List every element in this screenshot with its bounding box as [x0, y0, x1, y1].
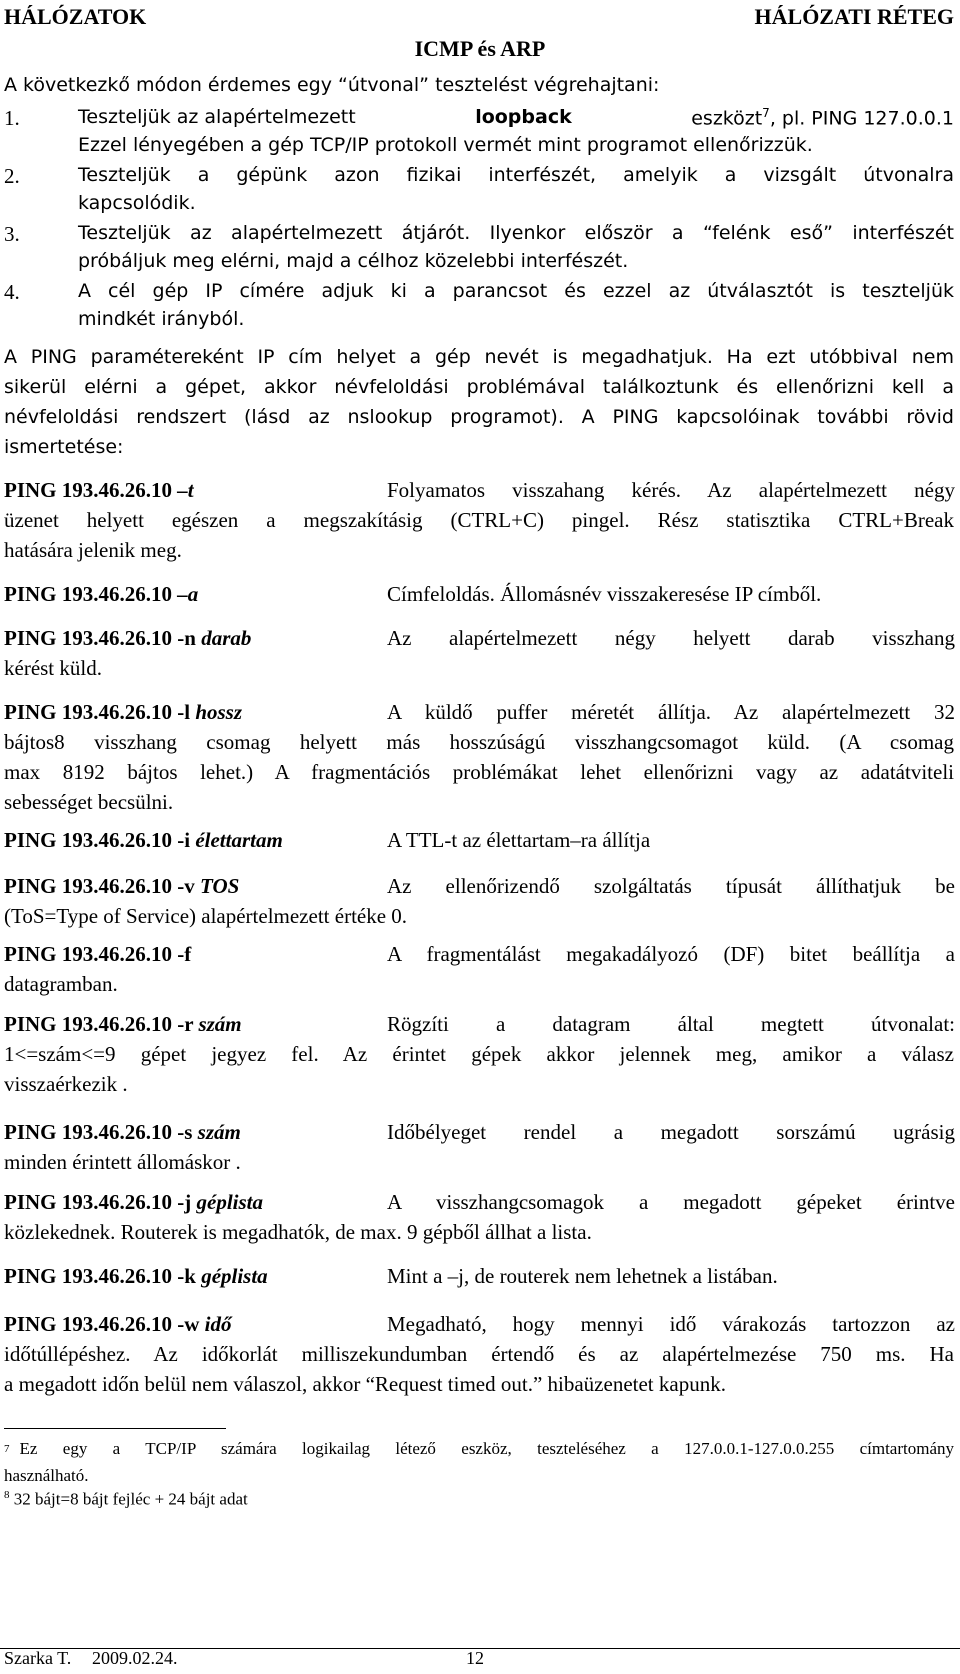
option-command: PING 193.46.26.10 -s szám	[4, 1120, 241, 1144]
option-description: Folyamatos visszahang kérés. Az alapértelmezett négy	[387, 478, 955, 502]
step-3-number: 3.	[4, 222, 20, 246]
option-description-cont: a megadott időn belül nem válaszol, akkor “Request timed out.” hibaüzenetet kapunk.	[4, 1372, 726, 1396]
option-command: PING 193.46.26.10 –a	[4, 582, 199, 606]
option-command: PING 193.46.26.10 –t	[4, 478, 194, 502]
option-command: PING 193.46.26.10 -k géplista	[4, 1264, 268, 1288]
step-2-number: 2.	[4, 164, 20, 188]
option-description: A TTL-t az élettartam–ra állítja	[387, 828, 651, 852]
intro-text: A következkő módon érdemes egy “útvonal” tesztelést végrehajtani:	[4, 74, 660, 96]
option-description-cont: 1<=szám<=9 gépet jegyez fel. Az érintet gépek akkor jelennek meg, amikor a válasz	[4, 1042, 954, 1066]
option-description: Mint a –j, de routerek nem lehetnek a listában.	[387, 1264, 778, 1288]
step-1-text-a: Teszteljük az alapértelmezett	[78, 106, 356, 128]
option-description-cont: üzenet helyett egészen a megszakításig (CTRL+C) pingel. Rész statisztika CTRL+Break	[4, 508, 954, 532]
paragraph-line-3: névfeloldási rendszert (lásd az nslookup programot). A PING kapcsolóinak további rövid	[4, 406, 954, 428]
option-command: PING 193.46.26.10 -n darab	[4, 626, 252, 650]
step-2-line-2: kapcsolódik.	[78, 192, 196, 214]
footnote-8: $^8$ 32 bájt=8 bájt fejléc + 24 bájt adat	[4, 1489, 248, 1509]
header-center: ICMP és ARP	[414, 36, 546, 61]
option-description: Időbélyeget rendel a megadott sorszámú ugrásig	[387, 1120, 955, 1144]
footnote-7-text: Ez egy a TCP/IP számára logikailag létező eszköz, teszteléséhez a 127.0.0.1-127.0.0.255 címtartomány	[19, 1439, 954, 1458]
footnote-7-cont: használható.	[4, 1465, 89, 1485]
option-description-cont: max 8192 bájtos lehet.) A fragmentációs problémákat lehet ellenőrizni vagy az adatátviteli	[4, 760, 954, 784]
header-right: HÁLÓZATI RÉTEG	[754, 4, 954, 29]
footer-page: 12	[466, 1648, 484, 1668]
option-description-cont: sebességet becsülni.	[4, 790, 174, 814]
option-description: Az ellenőrizendő szolgáltatás típusát állíthatjuk be	[387, 874, 955, 898]
option-description-cont: visszaérkezik .	[4, 1072, 128, 1096]
step-1-line-2: Ezzel lényegében a gép TCP/IP protokoll vermét mint programot ellenőrizzük.	[78, 134, 813, 156]
option-command: PING 193.46.26.10 -i élettartam	[4, 828, 283, 852]
step-1-text-b: eszközt$^7$, pl. PING 127.0.0.1	[691, 106, 954, 130]
paragraph-line-2: sikerül elérni a gépet, akkor névfeloldási problémával találkoztunk és ellenőrizni kell a	[4, 376, 954, 398]
option-description: Az alapértelmezett négy helyett darab visszhang	[387, 626, 955, 650]
option-description: A fragmentálást megakadályozó (DF) bitet beállítja a	[387, 942, 955, 966]
option-description-cont: kérést küld.	[4, 656, 102, 680]
paragraph-line-4: ismertetése:	[4, 436, 124, 458]
step-1-number: 1.	[4, 106, 20, 130]
step-3-line-2: próbáljuk meg elérni, majd a célhoz közelebbi interfészét.	[78, 250, 629, 272]
option-description-cont: bájtos8 visszhang csomag helyett más hosszúságú visszhangcsomagot küld. (A csomag	[4, 730, 954, 754]
footnote-8-text: 32 bájt=8 bájt fejléc + 24 bájt adat	[13, 1489, 248, 1509]
header-left: HÁLÓZATOK	[4, 4, 147, 29]
option-description-cont: (ToS=Type of Service) alapértelmezett értéke 0.	[4, 904, 408, 928]
option-description: A küldő puffer méretét állítja. Az alapértelmezett 32	[387, 700, 955, 724]
option-description: Megadható, hogy mennyi idő várakozás tartozzon az	[387, 1312, 955, 1336]
option-command: PING 193.46.26.10 -w idő	[4, 1312, 232, 1336]
footnote-separator	[4, 1428, 226, 1429]
step-1-loopback: loopback	[475, 106, 572, 128]
option-description: A visszhangcsomagok a megadott gépeket érintve	[387, 1190, 955, 1214]
option-command: PING 193.46.26.10 -v TOS	[4, 874, 240, 898]
footer-author: Szarka T.	[4, 1648, 72, 1668]
option-command: PING 193.46.26.10 -f	[4, 942, 192, 966]
step-4-number: 4.	[4, 280, 20, 304]
option-command: PING 193.46.26.10 -r szám	[4, 1012, 242, 1036]
footer-date: 2009.02.24.	[92, 1648, 178, 1668]
step-4-line-2: mindkét irányból.	[78, 308, 245, 330]
option-command: PING 193.46.26.10 -l hossz	[4, 700, 243, 724]
option-description-cont: hatására jelenik meg.	[4, 538, 182, 562]
step-1-line-1	[78, 106, 954, 129]
option-description-cont: datagramban.	[4, 972, 118, 996]
paragraph-line-1: A PING paramétereként IP cím helyet a gép nevét is megadhatjuk. Ha ezt utóbbival nem	[4, 346, 954, 368]
footnote-7: $^7$ Ez egy a TCP/IP számára logikailag létező eszköz, teszteléséhez a 127.0.0.1-127.0.0.255 címtartomány használható.	[4, 1439, 954, 1485]
option-description: Rögzíti a datagram által megtett útvonalat:	[387, 1012, 955, 1036]
step-2-line-1: Teszteljük a gépünk azon fizikai interfészét, amelyik a vizsgált útvonalra	[78, 164, 954, 186]
option-command: PING 193.46.26.10 -j géplista	[4, 1190, 263, 1214]
option-description-cont: időtúllépéshez. Az időkorlát milliszekundumban értendő és az alapértelmezése 750 ms. Ha	[4, 1342, 954, 1366]
option-description: Címfeloldás. Állomásnév visszakeresése IP címből.	[387, 582, 822, 606]
step-4-line-1: A cél gép IP címére adjuk ki a parancsot és ezzel az útválasztót is teszteljük	[78, 280, 954, 302]
option-description-cont: minden érintett állomáskor .	[4, 1150, 241, 1174]
option-description-cont: közlekednek. Routerek is megadhatók, de max. 9 gépből állhat a lista.	[4, 1220, 592, 1244]
step-3-line-1: Teszteljük az alapértelmezett átjárót. Ilyenkor először a “felénk eső” interfészét	[78, 222, 954, 244]
